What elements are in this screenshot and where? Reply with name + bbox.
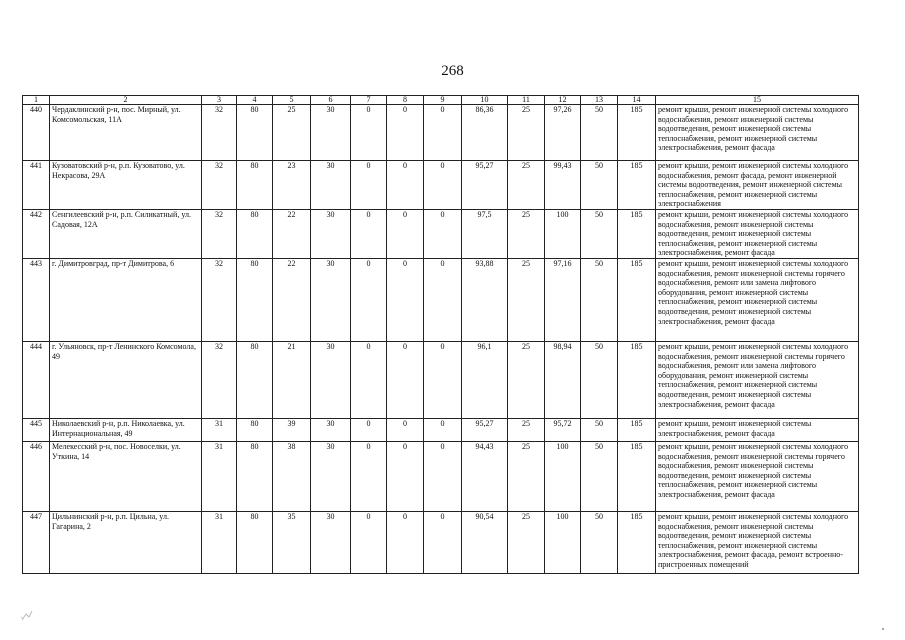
cell-c13: 50: [581, 512, 618, 574]
cell-row-number: 446: [23, 442, 50, 512]
cell-c11: 25: [508, 210, 545, 259]
cell-c5: 21: [273, 342, 311, 419]
cell-c12: 100: [545, 210, 581, 259]
cell-c10: 95,27: [462, 419, 508, 442]
cell-c13: 50: [581, 210, 618, 259]
cell-c8: 0: [387, 342, 424, 419]
cell-c8: 0: [387, 161, 424, 210]
cell-c8: 0: [387, 442, 424, 512]
col-num-1: 1: [23, 96, 50, 105]
column-number-row: [23, 96, 859, 105]
table-row: [23, 442, 859, 512]
scan-mark-icon: [20, 608, 34, 622]
cell-c14: 185: [618, 512, 656, 574]
cell-c8: 0: [387, 105, 424, 161]
cell-c11: 25: [508, 419, 545, 442]
cell-c7: 0: [351, 161, 387, 210]
table-row: [23, 210, 859, 259]
cell-c4: 80: [237, 259, 273, 342]
cell-c10: 86,36: [462, 105, 508, 161]
cell-c12: 98,94: [545, 342, 581, 419]
cell-c10: 94,43: [462, 442, 508, 512]
cell-c14: 185: [618, 259, 656, 342]
cell-c10: 90,54: [462, 512, 508, 574]
cell-c14: 185: [618, 442, 656, 512]
cell-c3: 32: [202, 105, 237, 161]
cell-c12: 95,72: [545, 419, 581, 442]
cell-c6: 30: [311, 105, 351, 161]
cell-address: г. Димитровград, пр-т Димитрова, 6: [50, 259, 202, 342]
cell-c12: 100: [545, 442, 581, 512]
cell-c13: 50: [581, 105, 618, 161]
page-number: 268: [441, 63, 464, 79]
cell-c14: 185: [618, 105, 656, 161]
cell-c7: 0: [351, 342, 387, 419]
cell-row-number: 447: [23, 512, 50, 574]
cell-c5: 22: [273, 259, 311, 342]
cell-c14: 185: [618, 161, 656, 210]
col-num-14: 14: [618, 96, 656, 105]
cell-c4: 80: [237, 512, 273, 574]
cell-c7: 0: [351, 512, 387, 574]
cell-c13: 50: [581, 161, 618, 210]
cell-c5: 22: [273, 210, 311, 259]
cell-c7: 0: [351, 105, 387, 161]
cell-address: Кузоватовский р-н, р.п. Кузоватово, ул. Некрасова, 29А: [50, 161, 202, 210]
cell-c13: 50: [581, 419, 618, 442]
cell-repair-works: ремонт крыши, ремонт инженерной системы холодного водоснабжения, ремонт инженерной системы водоотведения, ремонт инженерной системы теплоснабжения, ремонт инженерной системы электроснабжения, ремонт фасада: [656, 105, 859, 161]
col-num-7: 7: [351, 96, 387, 105]
cell-row-number: 440: [23, 105, 50, 161]
cell-row-number: 443: [23, 259, 50, 342]
cell-address: Сенгилеевский р-н, р.п. Силикатный, ул. Садовая, 12А: [50, 210, 202, 259]
cell-c12: 100: [545, 512, 581, 574]
cell-c4: 80: [237, 419, 273, 442]
cell-repair-works: ремонт крыши, ремонт инженерной системы холодного водоснабжения, ремонт инженерной системы горячего водоснабжения, ремонт или замена лифтового оборудования, ремонт инженерной системы теплоснабжения, ремонт инженерной системы водоотведения, ремонт инженерной системы электроснабжения, ремонт фасада: [656, 342, 859, 419]
cell-c8: 0: [387, 259, 424, 342]
cell-c4: 80: [237, 161, 273, 210]
cell-c10: 97,5: [462, 210, 508, 259]
cell-repair-works: ремонт крыши, ремонт инженерной системы электроснабжения, ремонт фасада: [656, 419, 859, 442]
col-num-10: 10: [462, 96, 508, 105]
col-num-2: 2: [50, 96, 202, 105]
cell-c4: 80: [237, 442, 273, 512]
cell-c6: 30: [311, 259, 351, 342]
cell-c3: 31: [202, 442, 237, 512]
col-num-13: 13: [581, 96, 618, 105]
cell-c5: 38: [273, 442, 311, 512]
cell-c4: 80: [237, 342, 273, 419]
repair-program-table: [22, 95, 859, 574]
cell-c8: 0: [387, 419, 424, 442]
table-row: [23, 161, 859, 210]
cell-c4: 80: [237, 210, 273, 259]
table-row: [23, 512, 859, 574]
col-num-12: 12: [545, 96, 581, 105]
cell-c7: 0: [351, 259, 387, 342]
cell-repair-works: ремонт крыши, ремонт инженерной системы холодного водоснабжения, ремонт инженерной системы водоотведения, ремонт инженерной системы теплоснабжения, ремонт инженерной системы электроснабжения, ремонт фасада: [656, 210, 859, 259]
cell-c7: 0: [351, 210, 387, 259]
cell-address: г. Ульяновск, пр-т Ленинского Комсомола, 49: [50, 342, 202, 419]
cell-c11: 25: [508, 342, 545, 419]
cell-c7: 0: [351, 442, 387, 512]
cell-c14: 185: [618, 419, 656, 442]
cell-c11: 25: [508, 259, 545, 342]
cell-c8: 0: [387, 210, 424, 259]
cell-c6: 30: [311, 161, 351, 210]
cell-c9: 0: [424, 419, 462, 442]
cell-c11: 25: [508, 105, 545, 161]
cell-row-number: 444: [23, 342, 50, 419]
cell-c4: 80: [237, 105, 273, 161]
cell-c14: 185: [618, 210, 656, 259]
cell-c13: 50: [581, 342, 618, 419]
cell-c9: 0: [424, 512, 462, 574]
cell-c10: 96,1: [462, 342, 508, 419]
cell-repair-works: ремонт крыши, ремонт инженерной системы холодного водоснабжения, ремонт инженерной системы горячего водоснабжения, ремонт инженерной системы водоотведения, ремонт инженерной системы теплоснабжения, ремонт инженерной системы электроснабжения, ремонт фасада: [656, 442, 859, 512]
cell-c10: 95,27: [462, 161, 508, 210]
cell-c6: 30: [311, 512, 351, 574]
cell-c11: 25: [508, 512, 545, 574]
cell-address: Николаевский р-н, р.п. Николаевка, ул. Интернациональная, 49: [50, 419, 202, 442]
cell-c9: 0: [424, 259, 462, 342]
cell-c5: 25: [273, 105, 311, 161]
cell-c14: 185: [618, 342, 656, 419]
cell-c9: 0: [424, 210, 462, 259]
scan-speck: [882, 628, 884, 630]
table-row: [23, 419, 859, 442]
cell-c11: 25: [508, 161, 545, 210]
cell-repair-works: ремонт крыши, ремонт инженерной системы холодного водоснабжения, ремонт фасада, ремонт инженерной системы водоотведения, ремонт инженерной системы теплоснабжения, ремонт инженерной системы электроснабжения: [656, 161, 859, 210]
cell-c13: 50: [581, 442, 618, 512]
col-num-3: 3: [202, 96, 237, 105]
cell-address: Чердаклинский р-н, пос. Мирный, ул. Комсомольская, 11А: [50, 105, 202, 161]
cell-c9: 0: [424, 442, 462, 512]
cell-c3: 31: [202, 419, 237, 442]
col-num-5: 5: [273, 96, 311, 105]
cell-c6: 30: [311, 342, 351, 419]
cell-c9: 0: [424, 105, 462, 161]
cell-address: Цильнинский р-н, р.п. Цильна, ул. Гагарина, 2: [50, 512, 202, 574]
cell-c9: 0: [424, 342, 462, 419]
table-row: [23, 342, 859, 419]
cell-c7: 0: [351, 419, 387, 442]
cell-c12: 97,26: [545, 105, 581, 161]
col-num-15: 15: [656, 96, 859, 105]
col-num-4: 4: [237, 96, 273, 105]
cell-row-number: 442: [23, 210, 50, 259]
cell-c9: 0: [424, 161, 462, 210]
cell-c8: 0: [387, 512, 424, 574]
col-num-11: 11: [508, 96, 545, 105]
cell-c5: 23: [273, 161, 311, 210]
cell-c3: 32: [202, 342, 237, 419]
col-num-8: 8: [387, 96, 424, 105]
cell-c3: 32: [202, 210, 237, 259]
cell-c10: 93,88: [462, 259, 508, 342]
cell-c3: 32: [202, 259, 237, 342]
cell-c12: 97,16: [545, 259, 581, 342]
cell-address: Мелекесский р-н, пос. Новоселки, ул. Уткина, 14: [50, 442, 202, 512]
cell-c3: 32: [202, 161, 237, 210]
cell-c3: 31: [202, 512, 237, 574]
cell-row-number: 445: [23, 419, 50, 442]
cell-repair-works: ремонт крыши, ремонт инженерной системы холодного водоснабжения, ремонт инженерной системы горячего водоснабжения, ремонт или замена лифтового оборудования, ремонт инженерной системы теплоснабжения, ремонт инженерной системы водоотведения, ремонт инженерной системы электроснабжения, ремонт фасада: [656, 259, 859, 342]
cell-repair-works: ремонт крыши, ремонт инженерной системы холодного водоснабжения, ремонт инженерной системы водоотведения, ремонт инженерной системы теплоснабжения, ремонт инженерной системы электроснабжения, ремонт фасада, ремонт встроенно-пристроенных помещений: [656, 512, 859, 574]
table-row: [23, 105, 859, 161]
cell-c6: 30: [311, 210, 351, 259]
cell-c11: 25: [508, 442, 545, 512]
cell-c6: 30: [311, 419, 351, 442]
cell-c5: 39: [273, 419, 311, 442]
cell-c5: 35: [273, 512, 311, 574]
cell-c6: 30: [311, 442, 351, 512]
table-row: [23, 259, 859, 342]
cell-c13: 50: [581, 259, 618, 342]
col-num-6: 6: [311, 96, 351, 105]
cell-c12: 99,43: [545, 161, 581, 210]
cell-row-number: 441: [23, 161, 50, 210]
col-num-9: 9: [424, 96, 462, 105]
